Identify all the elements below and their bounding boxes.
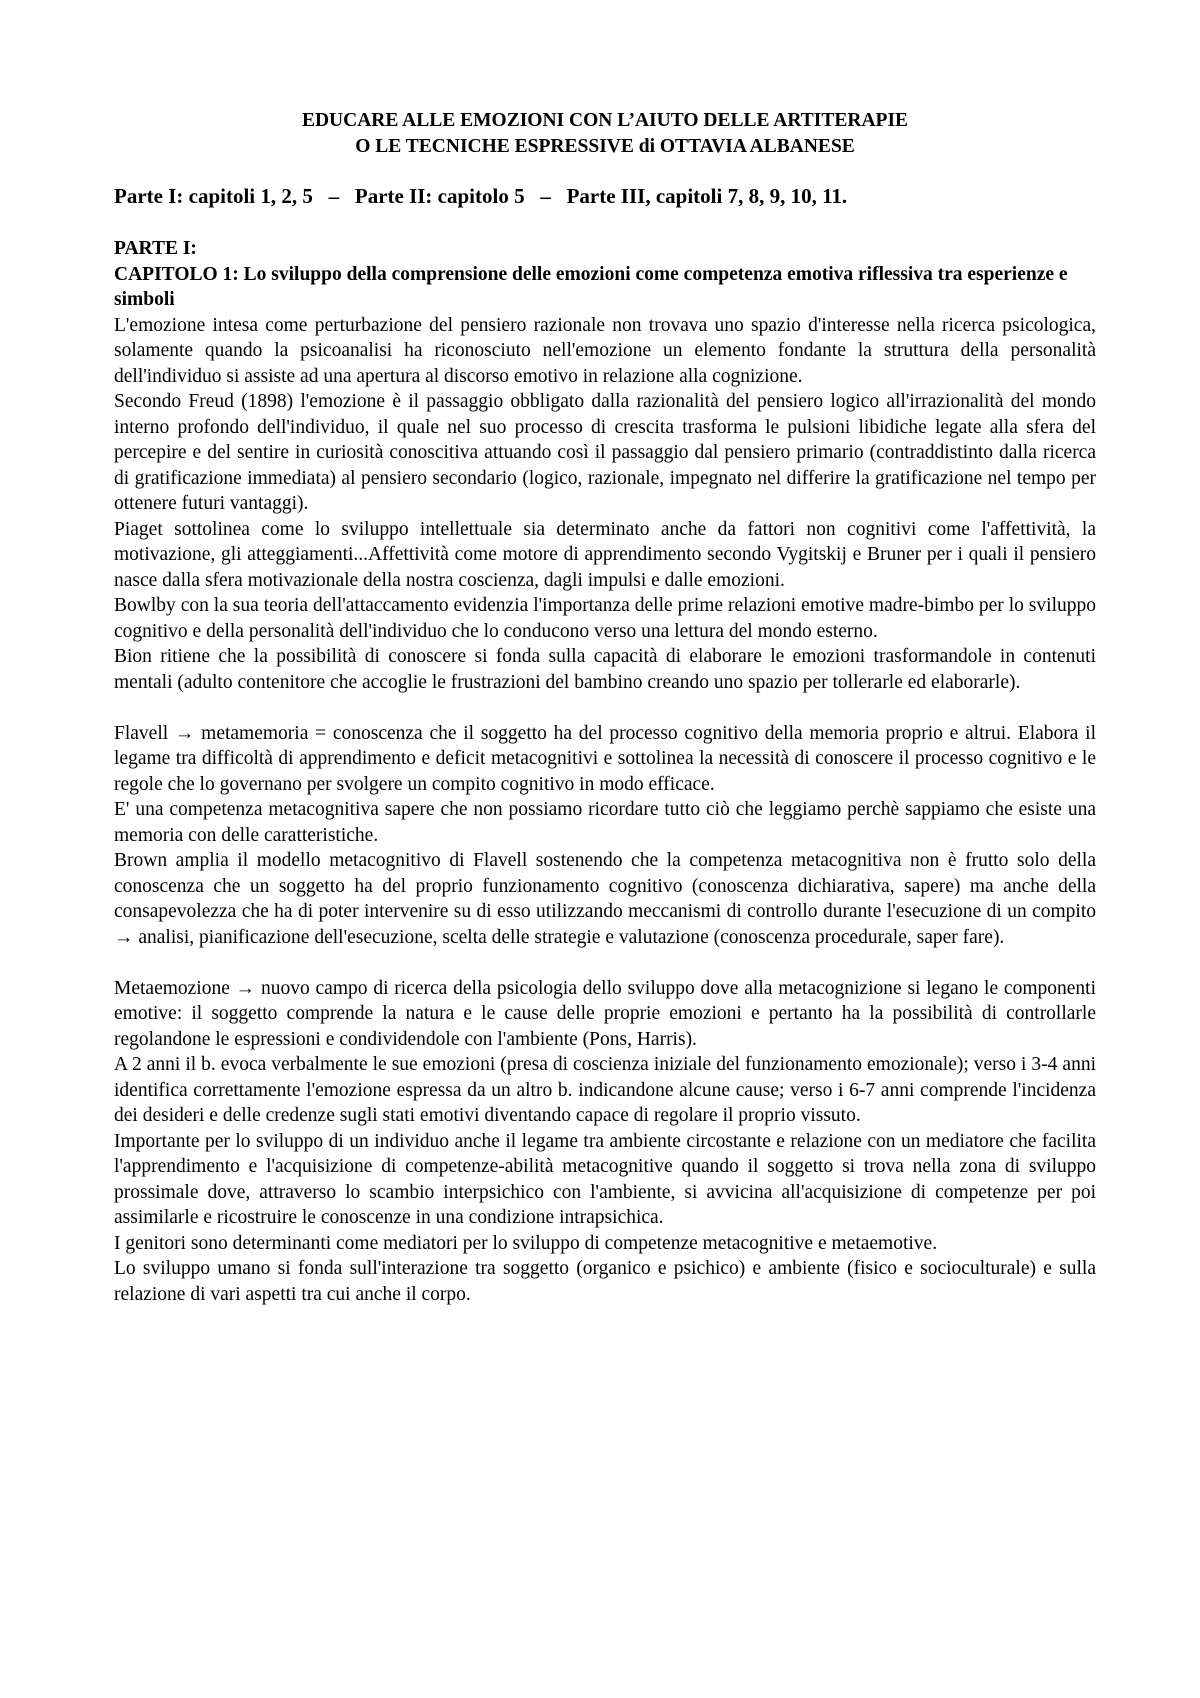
paragraph: I genitori sono determinanti come mediatori per lo sviluppo di competenze metacognitive e metaemotive.: [114, 1232, 938, 1254]
title-line-2: O LE TECNICHE ESPRESSIVE di OTTAVIA ALBANESE: [355, 136, 855, 157]
paragraph: A 2 anni il b. evoca verbalmente le sue emozioni (presa di coscienza iniziale del funzionamento emozionale); verso i 3-4 anni identifica correttamente l'emozione espressa da un altro b. indicandone alcune cause; verso i 6-7 anni comprende l'incidenza dei desideri e delle credenze sugli stati emotivi diventando capace di regolare il proprio vissuto.: [114, 1054, 1096, 1126]
paragraph: Importante per lo sviluppo di un individuo anche il legame tra ambiente circostante e relazione con un mediatore che facilita l'apprendimento e l'acquisizione di competenze-abilità metacognitive quando il soggetto si trova nella zona di sviluppo prossimale dove, attraverso lo scambio interpsichico con l'ambiente, si avvicina all'acquisizione di competenze per poi assimilarle e ricostruire le conoscenze in una condizione intrapsichica.: [114, 1130, 1096, 1228]
title-line-1: EDUCARE ALLE EMOZIONI CON L’AIUTO DELLE ARTITERAPIE: [301, 110, 909, 131]
paragraph: Metaemozione → nuovo campo di ricerca della psicologia dello sviluppo dove alla metacognizione si legano le componenti emotive: il soggetto comprende la natura e le cause delle proprie emozioni e pertanto ha la possibilità di controllarle regolandone le espressioni e condividendole con l'ambiente (Pons, Harris).: [114, 977, 1096, 1050]
chapter-heading: CAPITOLO 1: Lo sviluppo della comprensione delle emozioni come competenza emotiva riflessiva tra esperienze e simboli: [114, 263, 1068, 310]
paragraph-spacer: [114, 950, 1096, 976]
body-text: [114, 313, 1096, 1308]
paragraph: Flavell → metamemoria = conoscenza che il soggetto ha del processo cognitivo della memoria proprio e altrui. Elabora il legame tra difficoltà di apprendimento e deficit metacognitivi e sottolinea la necessità di conoscere il processo cognitivo e le regole che lo governano per svolgere un compito cognitivo in modo efficace.: [114, 722, 1096, 795]
section-heading: PARTE I:: [114, 238, 197, 259]
paragraph: Bowlby con la sua teoria dell'attaccamento evidenzia l'importanza delle prime relazioni emotive madre-bimbo per lo sviluppo cognitivo e della personalità dell'individuo che lo conducono verso una lettura del mondo esterno.: [114, 595, 1096, 642]
parts-summary: Parte I: capitoli 1, 2, 5 – Parte II: capitolo 5 – Parte III, capitoli 7, 8, 9, 10, 11.: [114, 184, 848, 208]
paragraph: Brown amplia il modello metacognitivo di Flavell sostenendo che la competenza metacognitiva non è frutto solo della conoscenza che un soggetto ha del proprio funzionamento cognitivo (conoscenza dichiarativa, sapere) ma anche della consapevolezza che ha di poter intervenire su di esso utilizzando meccanismi di controllo durante l'esecuzione di un compito → analisi, pianificazione dell'esecuzione, scelta delle strategie e valutazione (conoscenza procedurale, saper fare).: [114, 850, 1096, 948]
document-page: [114, 108, 1096, 1307]
paragraph: Piaget sottolinea come lo sviluppo intellettuale sia determinato anche da fattori non cognitivi come l'affettività, la motivazione, gli atteggiamenti...Affettività come motore di apprendimento secondo Vygitskij e Bruner per i quali il pensiero nasce dalla sfera motivazionale della nostra coscienza, dagli impulsi e dalle emozioni.: [114, 518, 1096, 591]
paragraph-spacer: [114, 695, 1096, 721]
document-title: [114, 108, 1096, 160]
paragraph: E' una competenza metacognitiva sapere che non possiamo ricordare tutto ciò che leggiamo perchè sappiamo che esiste una memoria con delle caratteristiche.: [114, 799, 1096, 846]
paragraph: Bion ritiene che la possibilità di conoscere si fonda sulla capacità di elaborare le emozioni trasformandole in contenuti mentali (adulto contenitore che accoglie le frustrazioni del bambino creando uno spazio per tollerarle ed elaborarle).: [114, 646, 1096, 693]
paragraph: L'emozione intesa come perturbazione del pensiero razionale non trovava uno spazio d'interesse nella ricerca psicologica, solamente quando la psicoanalisi ha riconosciuto nell'emozione un elemento fondante la struttura della personalità dell'individuo si assiste ad una apertura al discorso emotivo in relazione alla cognizione.: [114, 314, 1096, 387]
paragraph: Lo sviluppo umano si fonda sull'interazione tra soggetto (organico e psichico) e ambiente (fisico e socioculturale) e sulla relazione di vari aspetti tra cui anche il corpo.: [114, 1258, 1096, 1305]
paragraph: Secondo Freud (1898) l'emozione è il passaggio obbligato dalla razionalità del pensiero logico all'irrazionalità del mondo interno profondo dell'individuo, il quale nel suo processo di crescita trasforma le pulsioni libidiche legate alla sfera del percepire e del sentire in curiosità conoscitiva attuando così il passaggio dal pensiero primario (contraddistinto dalla ricerca di gratificazione immediata) al pensiero secondario (logico, razionale, impegnato nel differire la gratificazione nel tempo per ottenere futuri vantaggi).: [114, 391, 1096, 514]
